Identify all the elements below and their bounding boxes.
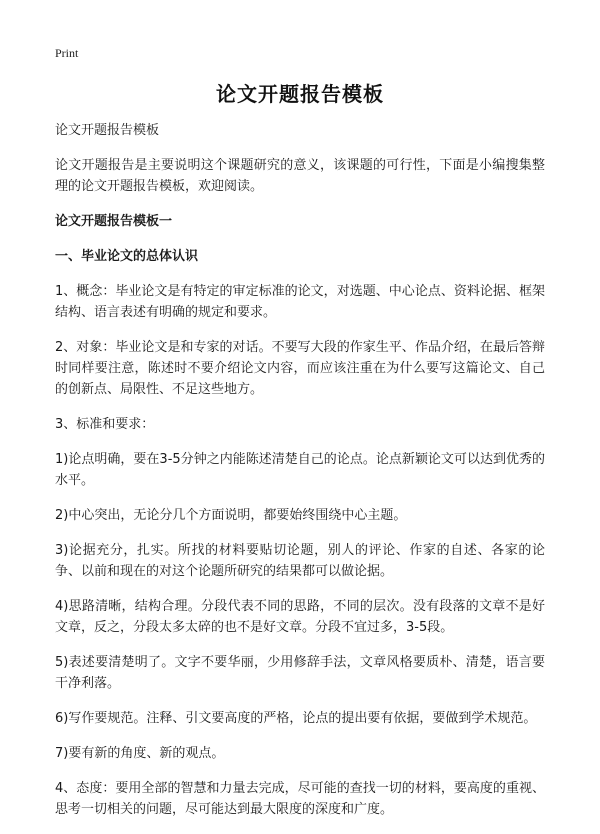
list-item: 3)论据充分，扎实。所找的材料要贴切论题，别人的评论、作家的自述、各家的论争、以前和现在的对这个论题所研究的结果都可以做论据。 <box>55 543 545 579</box>
paragraph-attitude: 4、态度：要用全部的智慧和力量去完成，尽可能的查找一切的材料，要高度的重视、思考一切相关的问题，尽可能达到最大限度的深度和广度。 <box>55 781 545 817</box>
subtitle-paragraph: 论文开题报告模板 <box>55 123 160 138</box>
list-item: 7)要有新的角度、新的观点。 <box>55 746 225 761</box>
page-title: 论文开题报告模板 <box>216 82 384 106</box>
list-item: 2)中心突出，无论分几个方面说明，都要始终围绕中心主题。 <box>55 508 407 523</box>
list-item: 4)思路清晰，结构合理。分段代表不同的思路，不同的层次。没有段落的文章不是好文章，反之，分段太多太碎的也不是好文章。分段不宜过多，3-5段。 <box>55 599 545 635</box>
paragraph-concept: 1、概念：毕业论文是有特定的审定标准的论文，对选题、中心论点、资料论据、框架结构、语言表述有明确的规定和要求。 <box>55 284 545 320</box>
print-link[interactable]: Print <box>55 46 79 60</box>
list-item: 6)写作要规范。注释、引文要高度的严格，论点的提出要有依据，要做到学术规范。 <box>55 711 537 726</box>
paragraph-standards-intro: 3、标准和要求： <box>55 417 155 432</box>
section-heading-template-one: 论文开题报告模板一 <box>55 214 173 229</box>
paragraph-audience: 2、对象：毕业论文是和专家的对话。不要写大段的作家生平、作品介绍，在最后答辩时同样要注意，陈述时不要介绍论文内容，而应该注重在为什么要写这篇论文、自己的创新点、局限性、不足这些地方。 <box>55 340 545 397</box>
list-item: 1)论点明确，要在3-5分钟之内能陈述清楚自己的论点。论点新颖论文可以达到优秀的水平。 <box>55 452 545 488</box>
intro-paragraph: 论文开题报告是主要说明这个课题研究的意义，该课题的可行性，下面是小编搜集整理的论文开题报告模板，欢迎阅读。 <box>55 158 545 194</box>
document-body <box>55 120 545 834</box>
list-item: 5)表述要清楚明了。文字不要华丽，少用修辞手法，文章风格要质朴、清楚，语言要干净利落。 <box>55 655 545 691</box>
section-heading-overview: 一、毕业论文的总体认识 <box>55 249 199 264</box>
